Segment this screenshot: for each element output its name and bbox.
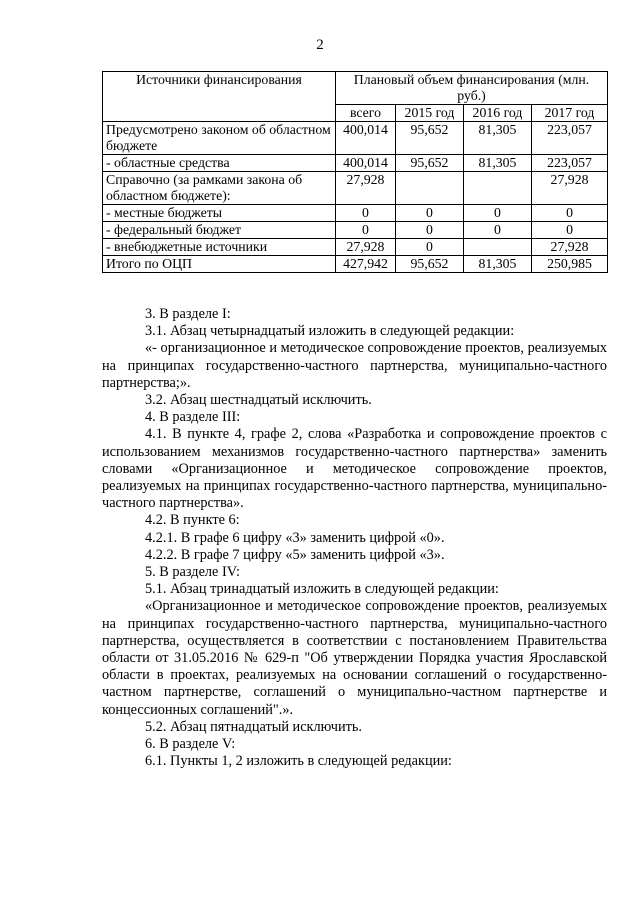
cell-value: 95,652 (396, 256, 464, 273)
row-label: - местные бюджеты (103, 205, 336, 222)
paragraph: 3.2. Абзац шестнадцатый исключить. (145, 392, 372, 409)
cell-value: 0 (464, 222, 532, 239)
table-row (103, 155, 608, 172)
paragraph: 4.2.1. В графе 6 цифру «3» заменить цифрой «0». (145, 529, 445, 546)
row-label: - федеральный бюджет (103, 222, 336, 239)
column-header: 2015 год (396, 105, 464, 122)
paragraph: 4. В разделе III: (145, 409, 241, 426)
row-label: Справочно (за рамками закона об областном бюджете): (103, 172, 336, 205)
cell-value: 427,942 (336, 256, 396, 273)
cell-value: 27,928 (532, 172, 608, 205)
row-label: - внебюджетные источники (103, 239, 336, 256)
cell-value: 0 (336, 205, 396, 222)
table-row (103, 122, 608, 155)
cell-value (464, 239, 532, 256)
cell-value: 95,652 (396, 122, 464, 155)
cell-value: 0 (396, 239, 464, 256)
table-header-row (103, 72, 608, 105)
paragraph: 3. В разделе I: (145, 306, 231, 322)
cell-value: 81,305 (464, 256, 532, 273)
cell-value: 400,014 (336, 122, 396, 155)
paragraph: 5. В разделе IV: (145, 564, 240, 581)
cell-value: 81,305 (464, 122, 532, 155)
table-row (103, 205, 608, 222)
cell-value (396, 172, 464, 205)
paragraph: 6. В разделе V: (145, 736, 236, 753)
column-header: 2016 год (464, 105, 532, 122)
cell-value: 0 (336, 222, 396, 239)
paragraph: 4.2.2. В графе 7 цифру «5» заменить цифрой «3». (145, 546, 445, 563)
row-label: Итого по ОЦП (103, 256, 336, 273)
paragraph: «- организационное и методическое сопровождение проектов, реализуемых на принципах государственно-частного партнерства, муниципально-частного партнерства;». (102, 340, 607, 391)
page-number: 2 (316, 37, 324, 53)
row-label: - областные средства (103, 155, 336, 172)
cell-value: 0 (532, 222, 608, 239)
header-plan-cell: Плановый объем финансирования (млн. руб.) (336, 72, 608, 105)
cell-value: 400,014 (336, 155, 396, 172)
cell-value: 95,652 (396, 155, 464, 172)
row-label: Предусмотрено законом об областном бюджете (103, 122, 336, 155)
paragraph: 4.1. В пункте 4, графе 2, слова «Разработка и сопровождение проектов с использованием механизмов государственно-частного партнерства» заменить словами «Организационное и методическое сопровождение проектов, реализуемых на принципах государственно-частного партнерства, муниципально-частного партнерства». (102, 426, 607, 512)
cell-value: 0 (464, 205, 532, 222)
column-header: 2017 год (532, 105, 608, 122)
paragraph: 3.1. Абзац четырнадцатый изложить в следующей редакции: (145, 323, 515, 340)
paragraph: 5.2. Абзац пятнадцатый исключить. (145, 718, 362, 735)
header-source-cell: Источники финансирования (103, 72, 336, 122)
table-row (103, 172, 608, 205)
cell-value: 0 (532, 205, 608, 222)
column-header: всего (336, 105, 396, 122)
cell-value (464, 172, 532, 205)
cell-value: 0 (396, 222, 464, 239)
cell-value: 0 (396, 205, 464, 222)
paragraph: 5.1. Абзац тринадцатый изложить в следующей редакции: (145, 581, 499, 598)
cell-value: 27,928 (336, 172, 396, 205)
cell-value: 223,057 (532, 122, 608, 155)
paragraph: 4.2. В пункте 6: (145, 512, 240, 529)
paragraph: «Организационное и методическое сопровождение проектов, реализуемых на принципах государственно-частного партнерства, муниципально-частного партнерства, осуществляется в соответствии с постановлением Правительства области от 31.05.2016 № 629-п "Об утверждении Порядка участия Ярославской области в проектах, реализуемых на основании соглашений о государственно-частном партнерстве, соглашений о муниципально-частном партнерстве и концессионных соглашений".». (102, 598, 607, 718)
cell-value: 223,057 (532, 155, 608, 172)
cell-value: 81,305 (464, 155, 532, 172)
paragraph: 6.1. Пункты 1, 2 изложить в следующей редакции: (145, 753, 452, 770)
document-body (102, 306, 607, 770)
table-row-total (103, 256, 608, 273)
table-row (103, 239, 608, 256)
financing-table (102, 71, 608, 273)
cell-value: 27,928 (532, 239, 608, 256)
cell-value: 27,928 (336, 239, 396, 256)
cell-value: 250,985 (532, 256, 608, 273)
table-row (103, 222, 608, 239)
